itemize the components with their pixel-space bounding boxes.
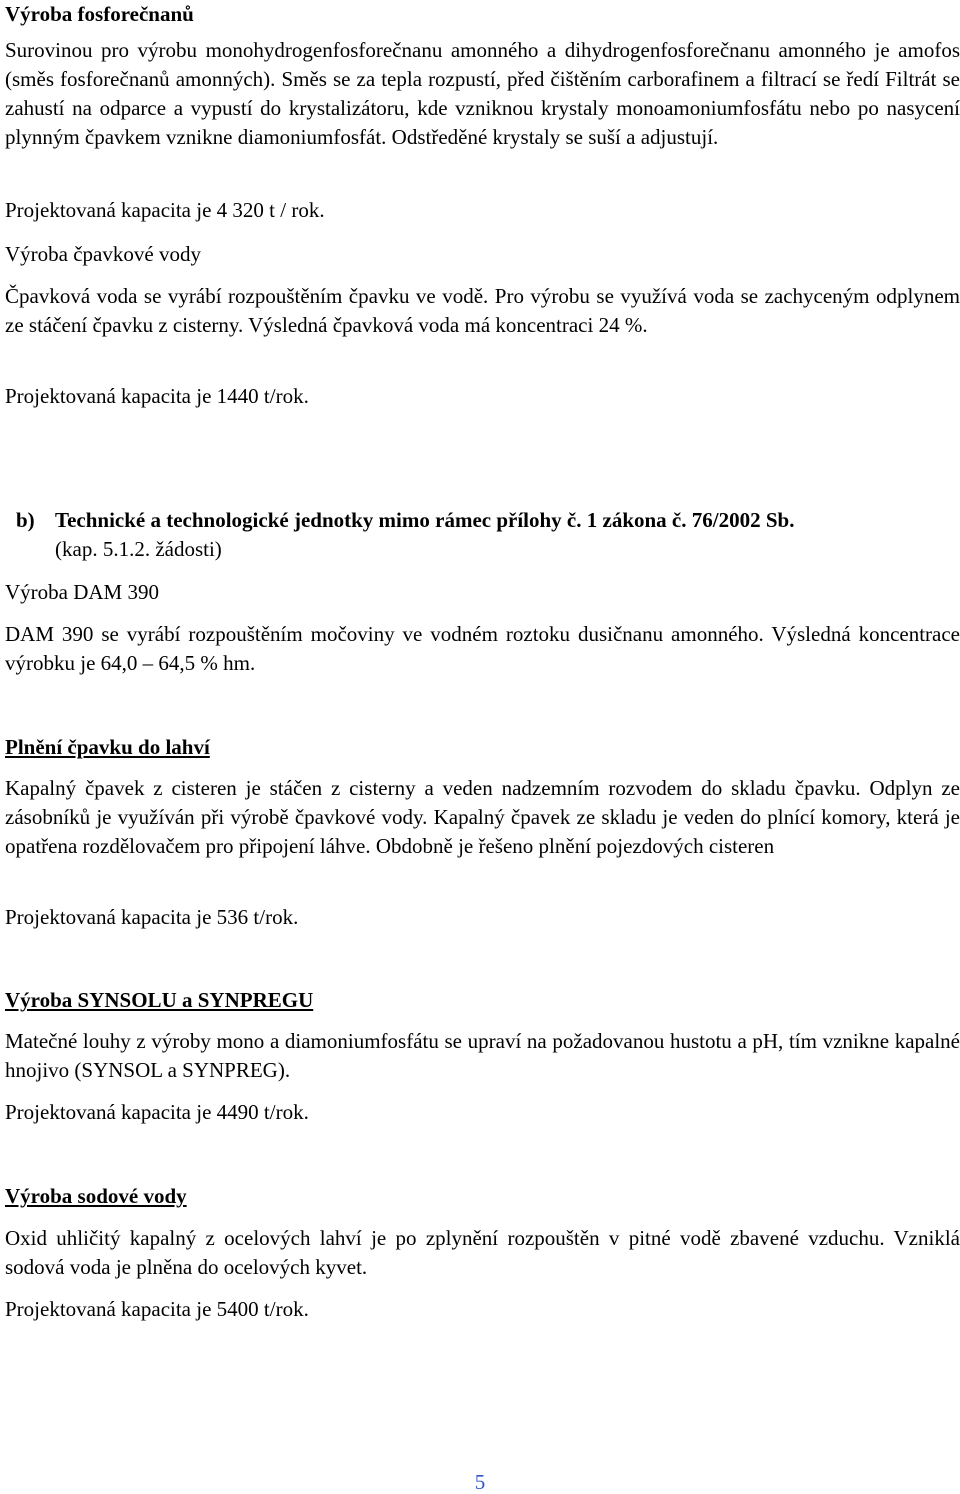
- heading-synsol: Výroba SYNSOLU a SYNPREGU: [5, 988, 314, 1012]
- capacity-synsol: Projektovaná kapacita je 4490 t/rok.: [5, 1100, 309, 1124]
- section-b-title: Technické a technologické jednotky mimo rámec přílohy č. 1 zákona č. 76/2002 Sb.: [55, 508, 795, 532]
- capacity-fosforecnany: Projektovaná kapacita je 4 320 t / rok.: [5, 198, 325, 222]
- heading-fosforecnany: Výroba fosforečnanů: [5, 2, 194, 26]
- capacity-cpavkova-voda: Projektovaná kapacita je 1440 t/rok.: [5, 384, 309, 408]
- paragraph-fosforecnany: Surovinou pro výrobu monohydrogenfosforečnanu amonného a dihydrogenfosforečnanu amonného je amofos (směs fosforečnanů amonných). Směs se za tepla rozpustí, před čištěním carborafinem a filtrací se ředí Filtrát se zahustí na odparce a vypustí do krystalizátoru, kde vzniknou krystaly monoamoniumfosfátu nebo po nasycení plynným čpavkem vznikne diamoniumfosfát. Odstředěné krystaly se suší a adjustují.: [5, 38, 960, 149]
- heading-dam390: Výroba DAM 390: [5, 580, 159, 604]
- paragraph-sodova-voda: Oxid uhličitý kapalný z ocelových lahví je po zplynění rozpouštěn v pitné vodě zbavené vzduchu. Vzniklá sodová voda je plněna do ocelových kyvet.: [5, 1226, 960, 1279]
- heading-sodova-voda: Výroba sodové vody: [5, 1184, 187, 1208]
- capacity-plneni: Projektovaná kapacita je 536 t/rok.: [5, 905, 299, 929]
- paragraph-dam390: DAM 390 se vyrábí rozpouštěním močoviny ve vodném roztoku dusičnanu amonného. Výsledná koncentrace výrobku je 64,0 – 64,5 % hm.: [5, 622, 960, 675]
- section-b-subtitle: (kap. 5.1.2. žádosti): [55, 537, 222, 561]
- heading-cpavkova-voda: Výroba čpavkové vody: [5, 242, 201, 266]
- capacity-sodova-voda: Projektovaná kapacita je 5400 t/rok.: [5, 1297, 309, 1321]
- paragraph-synsol: Matečné louhy z výroby mono a diamoniumfosfátu se upraví na požadovanou hustotu a pH, tím vznikne kapalné hnojivo (SYNSOL a SYNPREG).: [5, 1029, 960, 1082]
- paragraph-plneni: Kapalný čpavek z cisteren je stáčen z cisterny a veden nadzemním rozvodem do skladu čpavku. Odplyn ze zásobníků je využíván při výrobě čpavkové vody. Kapalný čpavek ze skladu je veden do plnící komory, která je opatřena rozdělovačem pro připojení láhve. Obdobně je řešeno plnění pojezdových cisteren: [5, 776, 960, 858]
- section-b-heading: [16, 506, 960, 564]
- page-number: 5: [474, 1470, 486, 1494]
- section-b-number: b): [16, 508, 35, 532]
- heading-plneni: Plnění čpavku do lahví: [5, 735, 210, 759]
- paragraph-cpavkova-voda: Čpavková voda se vyrábí rozpouštěním čpavku ve vodě. Pro výrobu se využívá voda se zachyceným odplynem ze stáčení čpavku z cisterny. Výsledná čpavková voda má koncentraci 24 %.: [5, 284, 960, 337]
